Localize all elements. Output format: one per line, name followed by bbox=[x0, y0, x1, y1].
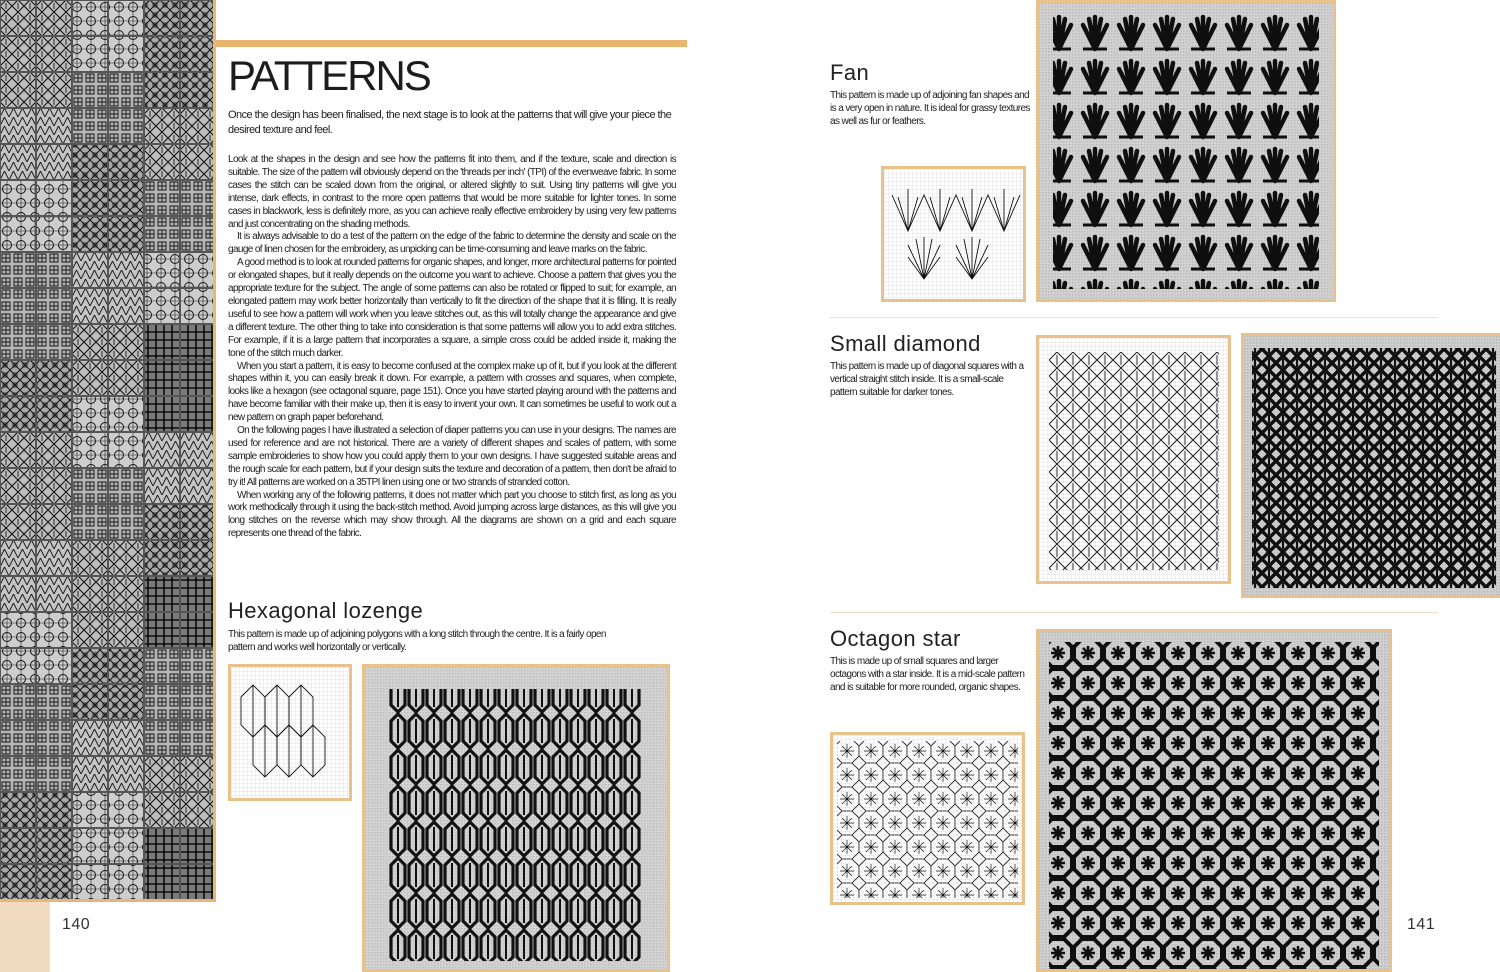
sampler-illustration bbox=[0, 0, 216, 902]
small-diamond-heading: Small diamond bbox=[830, 331, 981, 356]
octagon-star-heading: Octagon star bbox=[830, 626, 961, 651]
octagon-embroidery-illustration bbox=[1039, 632, 1389, 969]
hexagonal-lozenge-heading: Hexagonal lozenge bbox=[228, 598, 424, 623]
page-number-right: 141 bbox=[1407, 916, 1436, 933]
fan-sample bbox=[1036, 0, 1336, 302]
small-diamond-diagram bbox=[1036, 335, 1231, 584]
hexagon-chart-illustration bbox=[231, 667, 349, 798]
fan-diagram bbox=[881, 166, 1026, 302]
hexagonal-lozenge-sample bbox=[362, 664, 670, 972]
section-divider bbox=[830, 612, 1438, 613]
octagon-star-description: This is made up of small squares and larger octagons with a star inside. It is a mid-scale pattern and is suitable for more rounded, organic shapes. bbox=[830, 656, 1025, 693]
diamond-embroidery-illustration bbox=[1244, 336, 1500, 595]
page-number-left: 140 bbox=[62, 916, 91, 933]
fan-heading: Fan bbox=[830, 60, 870, 85]
page-title: PATTERNS bbox=[228, 52, 430, 99]
body-paragraph: On the following pages I have illustrated a selection of diaper patterns you can use in your designs. The names are used for reference and are not historical. There are a variety of different shapes and scales of pattern, with some sample embroideries to show how you could apply them to your own designs. I have suggested suitable areas and the rough scale for each pattern, but if your design suits the texture and decoration of a pattern, then don't be afraid to try it! All patterns are worked on a 35TPI linen using one or two strands of stranded cotton. bbox=[228, 425, 676, 488]
body-text bbox=[228, 154, 676, 541]
right-page bbox=[750, 0, 1500, 972]
section-divider bbox=[830, 317, 1438, 318]
fan-embroidery-illustration bbox=[1039, 3, 1333, 299]
octagon-star-diagram bbox=[830, 732, 1025, 905]
body-paragraph: Look at the shapes in the design and see how the patterns fit into them, and if the texture, scale and direction is suitable. The size of the pattern will obviously depend on the 'threads per inch' (TPI) of the evenweave fabric. In some cases the stitch can be scaled down from the original, or altered slightly to suit. Using tiny patterns will give you intense, dark effects, in contrast to the more open patterns that would be more suitable for lighter tones. In some cases in blackwork, less is definitely more, as you can achieve really effective embroidery by using very few patterns and just concentrating on the shading methods. bbox=[228, 154, 676, 230]
small-diamond-sample bbox=[1241, 333, 1500, 598]
sampler-blocks bbox=[0, 0, 216, 902]
diamond-chart-illustration bbox=[1039, 338, 1228, 581]
body-paragraph: When working any of the following patterns, it does not matter which part you choose to stitch first, as long as you work methodically through it using the back-stitch method. Avoid jumping across large distances, as this will give you long stitches on the reverse which may show through. All the diagrams are shown on a grid and each square represents one thread of the fabric. bbox=[228, 489, 676, 540]
hexagon-embroidery-illustration bbox=[365, 667, 667, 969]
body-paragraph: A good method is to look at rounded patterns for organic shapes, and longer, more architectural patterns for pointed or elongated shapes, but it really depends on the outcome you want to achieve. Choose a pattern that gives you the appropriate texture for the subject. The angle of some patterns can also be rotated or flipped to suit; for example, an elongated pattern may work better horizontally than vertically to fit the direction of the shape that it is filling. It is really useful to see how a pattern will work when you leave stitches out, as this will totally change the appearance and give a different texture. The other thing to take into consideration is that some patterns will allow you to add extra stitches. For example, if it is a large pattern that incorporates a square, a simple cross could be added inside it, making the tone of the stitch much darker. bbox=[228, 257, 676, 359]
fan-description: This pattern is made up of adjoining fan shapes and is a very open in nature. It is ideal for grassy textures as well as fur or feathers. bbox=[830, 90, 1030, 127]
accent-rule bbox=[216, 40, 687, 47]
fan-chart-illustration bbox=[884, 169, 1023, 299]
hexagonal-lozenge-diagram bbox=[228, 664, 352, 801]
hexagonal-lozenge-description: This pattern is made up of adjoining polygons with a long stitch through the centre. It is a fairly open pattern and works well horizontally or vertically. bbox=[228, 629, 606, 653]
small-diamond-description: This pattern is made up of diagonal squares with a vertical straight stitch inside. It is a small-scale pattern suitable for darker tones. bbox=[830, 361, 1024, 398]
body-paragraph: When you start a pattern, it is easy to become confused at the complex make up of it, but if you look at the different shapes within it, you can easily break it down. For example, a pattern with crosses and squares, when complete, looks like a hexagon (see octagonal square, page 151). Once you have started playing around with the patterns and have become familiar with their make up, then it is easy to invent your own. It can sometimes be useful to work out a new pattern on graph paper beforehand. bbox=[228, 360, 676, 424]
body-paragraph: It is always advisable to do a test of the pattern on the edge of the fabric to determine the density and scale on the gauge of linen chosen for the embroidery, as unpicking can be time-consuming and leave marks on the fabric. bbox=[228, 231, 676, 256]
octagon-star-sample bbox=[1036, 629, 1392, 972]
intro-lead: Once the design has been finalised, the next stage is to look at the patterns that will give your piece the desired texture and feel. bbox=[228, 109, 672, 136]
sampler-photo bbox=[0, 0, 216, 902]
octagon-chart-illustration bbox=[833, 735, 1022, 902]
